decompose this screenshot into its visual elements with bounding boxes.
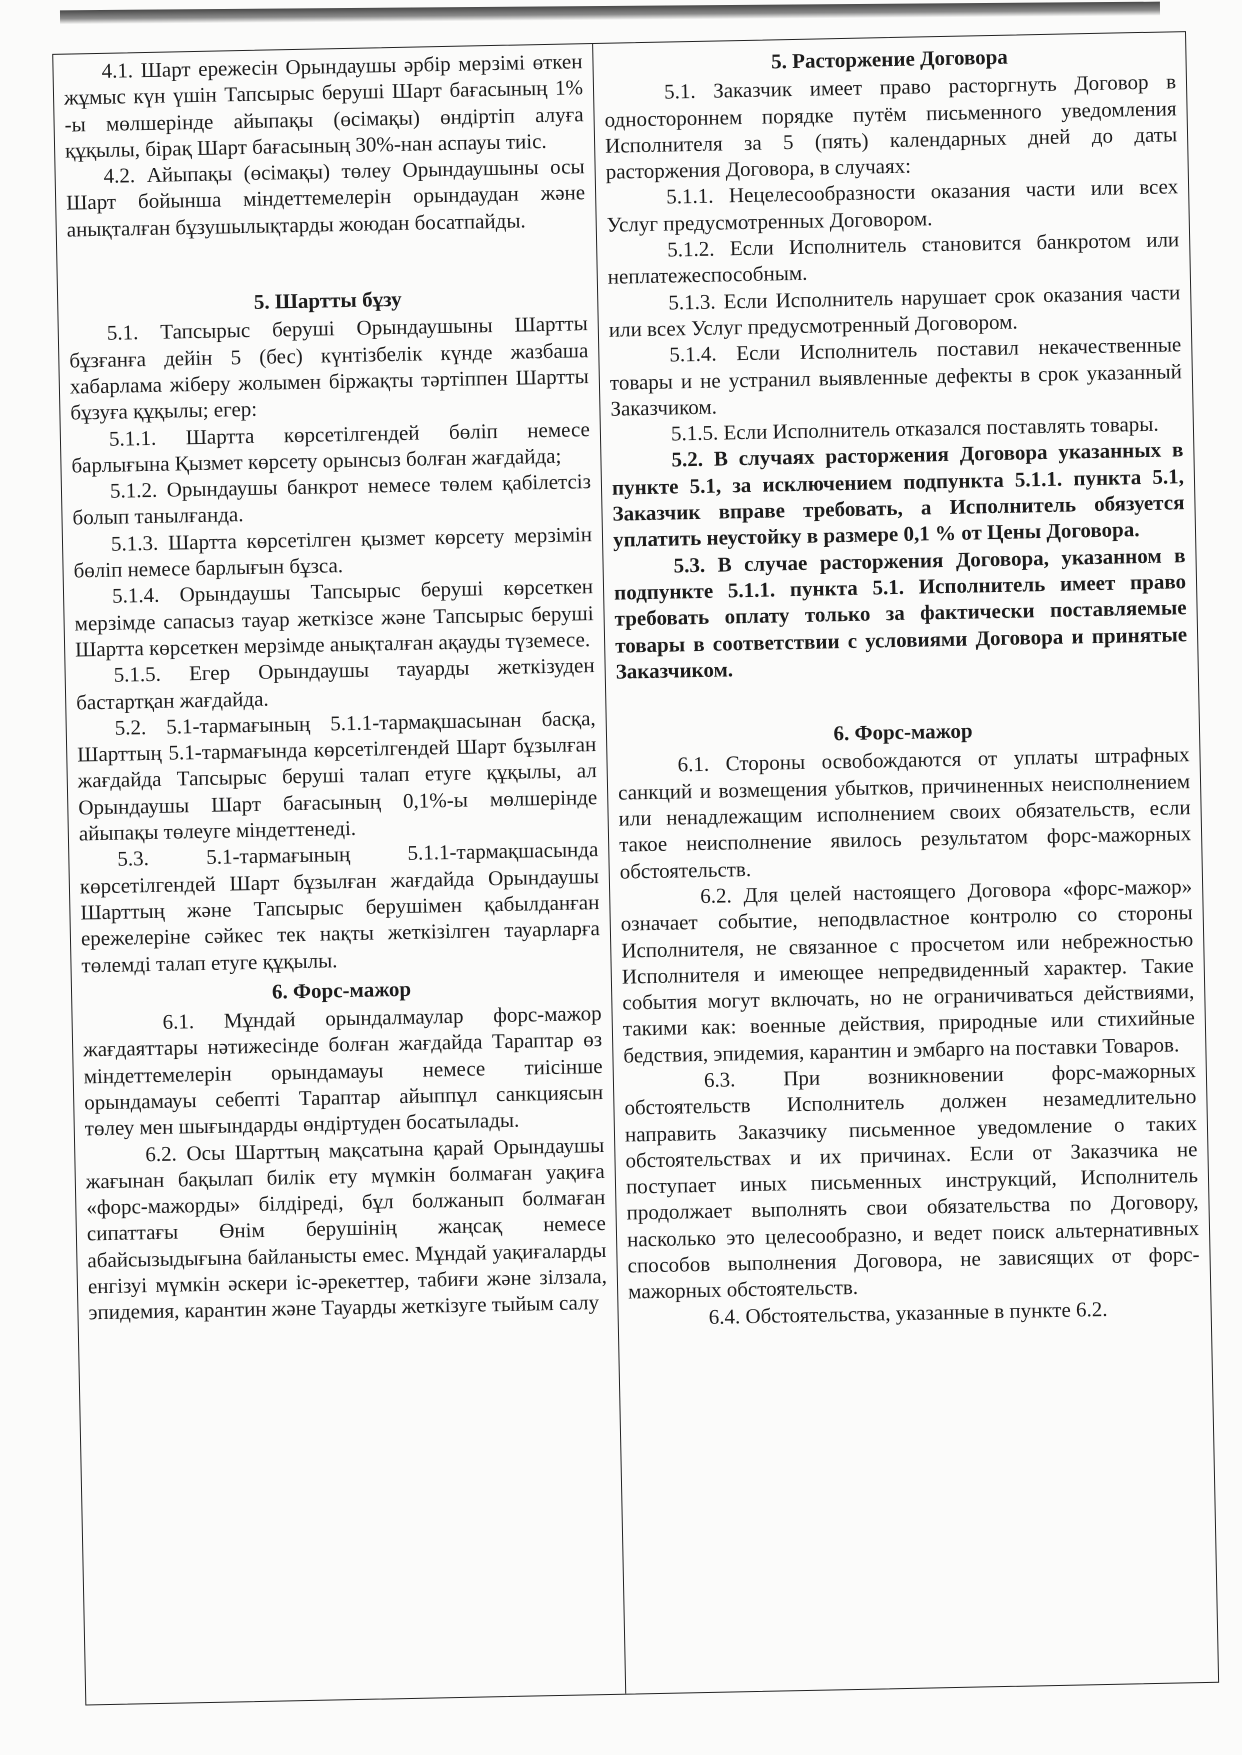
clause-5-1-2-ru: 5.1.2. Если Исполнитель становится банкротом или неплатежеспособным. (607, 227, 1180, 290)
clause-6-2-kz: 6.2. Осы Шарттың мақсатына қарай Орындаушы жағынан бақылап билік ету мүмкін болмаған уақиға «форс-мажорды» білдіреді, бұл болжанып болмаған сипаттағы Өнім берушінің жаңсақ немесе абайсызыдығына байланысты емес. Мұндай уақиғаларды енгізуі мүмкін әскери іс-әрекеттер, табиғи және зілзала, эпидемия, карантин және Тауарды жеткізуге тыйым салу (85, 1132, 608, 1325)
clause-6-2-ru: 6.2. Для целей настоящего Договора «форс-мажор» означает событие, неподвластное контролю со стороны Исполнителя, не связанное с просчетом или небрежностью Исполнителя и имеющее непредвиденный характер. Такие события могут включать, но не ограничиваться действиями, такими как: военные действия, природные или стихийные бедствия, эпидемия, карантин и эмбарго на поставки Товаров. (620, 874, 1196, 1068)
clause-5-1-4-kz: 5.1.4. Орындаушы Тапсырыс беруші көрсеткен мерзімде сапасыз тауар жеткізсе және Тапсырыс беруші Шартта көрсеткен мерзімде анықталған ақауды түземесе. (74, 574, 594, 662)
clause-5-1-1-kz: 5.1.1. Шартта көрсетілгендей бөліп немесе барлығына Қызмет көрсету орынсыз болған жағдайда; (71, 416, 591, 478)
section-6-heading-ru: 6. Форс-мажор (833, 718, 973, 746)
clause-6-1-ru: 6.1. Стороны освобождаются от уплаты штрафных санкций и возмещения убытков, причиненных неисполнением или ненадлежащим исполнением своих обязательств, если такое неисполнение явилось результатом форс-мажорных обстоятельств. (617, 742, 1192, 884)
clause-5-1-3-kz: 5.1.3. Шартта көрсетілген қызмет көрсету мерзімін бөліп немесе барлығын бұзса. (73, 521, 593, 583)
clause-5-3-ru: 5.3. В случае расторжения Договора, указанном в подпункте 5.1.1. пункта 5.1. Исполнитель имеет право требовать оплату только за фактически поставляемые товары в соответствии с условиями Договора и принятые Заказчиком. (613, 542, 1188, 684)
clause-5-1-5-ru: 5.1.5. Если Исполнитель отказался поставлять товары. (670, 411, 1159, 446)
clause-6-4-ru: 6.4. Обстоятельства, указанные в пункте 6.2. (708, 1296, 1108, 1329)
scan-edge-shadow (60, 2, 1160, 25)
clause-6-1-kz: 6.1. Мұндай орындалмаулар форс-мажор жағдаяттары нәтижесінде болған жағдайда Тараптар өз міндеттемелерін орындамауы немесе тиісінше орындамауы себепті Тараптар айыппұл санкциясын төлеу мен шығындарды өндіртуден босатылады. (82, 1001, 604, 1141)
russian-column (593, 32, 1218, 1694)
clause-5-1-3-ru: 5.1.3. Если Исполнитель нарушает срок оказания части или всех Услуг предусмотренный Договором. (608, 279, 1181, 342)
clause-4-1-kz: 4.1. Шарт ережесін Орындаушы әрбір мерзімі өткен жұмыс күн үшін Тапсырыс беруші Шарт бағасының 1% -ы мөлшерінде айыпақы (өсімақы) өндіртіп алуға құқылы, бірақ Шарт бағасының 30%-нан аспауы тиіс. (63, 49, 584, 163)
clause-5-1-ru: 5.1. Заказчик имеет право расторгнуть Договор в одностороннем порядке путём письменного уведомления Исполнителя за 5 (пять) календарных дней до даты расторжения Договора, в случаях: (604, 69, 1178, 184)
clause-5-2-kz: 5.2. 5.1-тармағының 5.1.1-тармақшасынан басқа, Шарттың 5.1-тармағында көрсетілгендей Шарт бұзылған жағдайда Тапсырыс беруші талап етуге құқылы, ал Орындаушы Шарт бағасының 0,1%-ы мөлшерінде айыпақы төлеуге міндеттенеді. (77, 705, 598, 846)
clause-5-2-ru: 5.2. В случаях расторжения Договора указанных в пункте 5.1, за исключением подпункта 5.1.1. пункта 5.1, Заказчик вправе требовать, а Исполнитель обязуется уплатить неустойку в размере 0,1 % от Цены Договора. (611, 437, 1185, 553)
bilingual-contract-table (52, 31, 1219, 1705)
clause-5-1-5-kz: 5.1.5. Егер Орындаушы тауарды жеткізуден бастартқан жағдайда. (75, 653, 595, 715)
clause-5-3-kz: 5.3. 5.1-тармағының 5.1.1-тармақшасында көрсетілгендей Шарт бұзылған жағдайда Орындаушы Шарттың және Тапсырыс берушімен қабылданған ережелеріне сәйкес тек нақты жеткізілген тауарларға төлемді талап етуге құқылы. (79, 837, 601, 977)
section-6-heading-kz: 6. Форс-мажор (271, 976, 412, 1004)
section-5-heading-ru: 5. Расторжение Договора (770, 44, 1009, 74)
clause-5-1-2-kz: 5.1.2. Орындаушы банкрот немесе төлем қабілетсіз болып танылғанда. (72, 469, 592, 530)
kazakh-column (53, 44, 626, 1705)
clause-4-2-kz: 4.2. Айыпақы (өсімақы) төлеу Орындаушыны осы Шарт бойынша міндеттемелерін орындаудан және анықталған бұзушылықтарды жоюдан босатпайды. (65, 154, 586, 242)
clause-6-3-ru: 6.3. При возникновении форс-мажорных обстоятельств Исполнитель должен незамедлительно направить Заказчику письменное уведомление о таких обстоятельствах и их причинах. Если от Заказчика не поступает иных письменных инструкций, Исполнитель продолжает выполнять свои обязательства по Договору, насколько это целесообразно, и ведет поиск альтернативных способов выполнения Договора, не зависящих от форс-мажорных обстоятельств. (624, 1058, 1200, 1304)
clause-5-1-1-ru: 5.1.1. Нецелесообразности оказания части или всех Услуг предусмотренных Договором. (606, 174, 1179, 237)
clause-5-1-kz: 5.1. Тапсырыс беруші Орындаушыны Шартты бұзғанға дейін 5 (бес) күнтізбелік күнде жазбаша хабарлама жіберу жолымен біржақты тәртіппен Шартты бұзуға құқылы; егер: (69, 311, 590, 425)
clause-5-1-4-ru: 5.1.4. Если Исполнитель поставил некачественные товары и не устранил выявленные дефекты в срок указанный Заказчиком. (609, 332, 1183, 421)
section-5-heading-kz: 5. Шартты бұзу (253, 286, 402, 314)
document-page (44, 21, 1237, 1704)
